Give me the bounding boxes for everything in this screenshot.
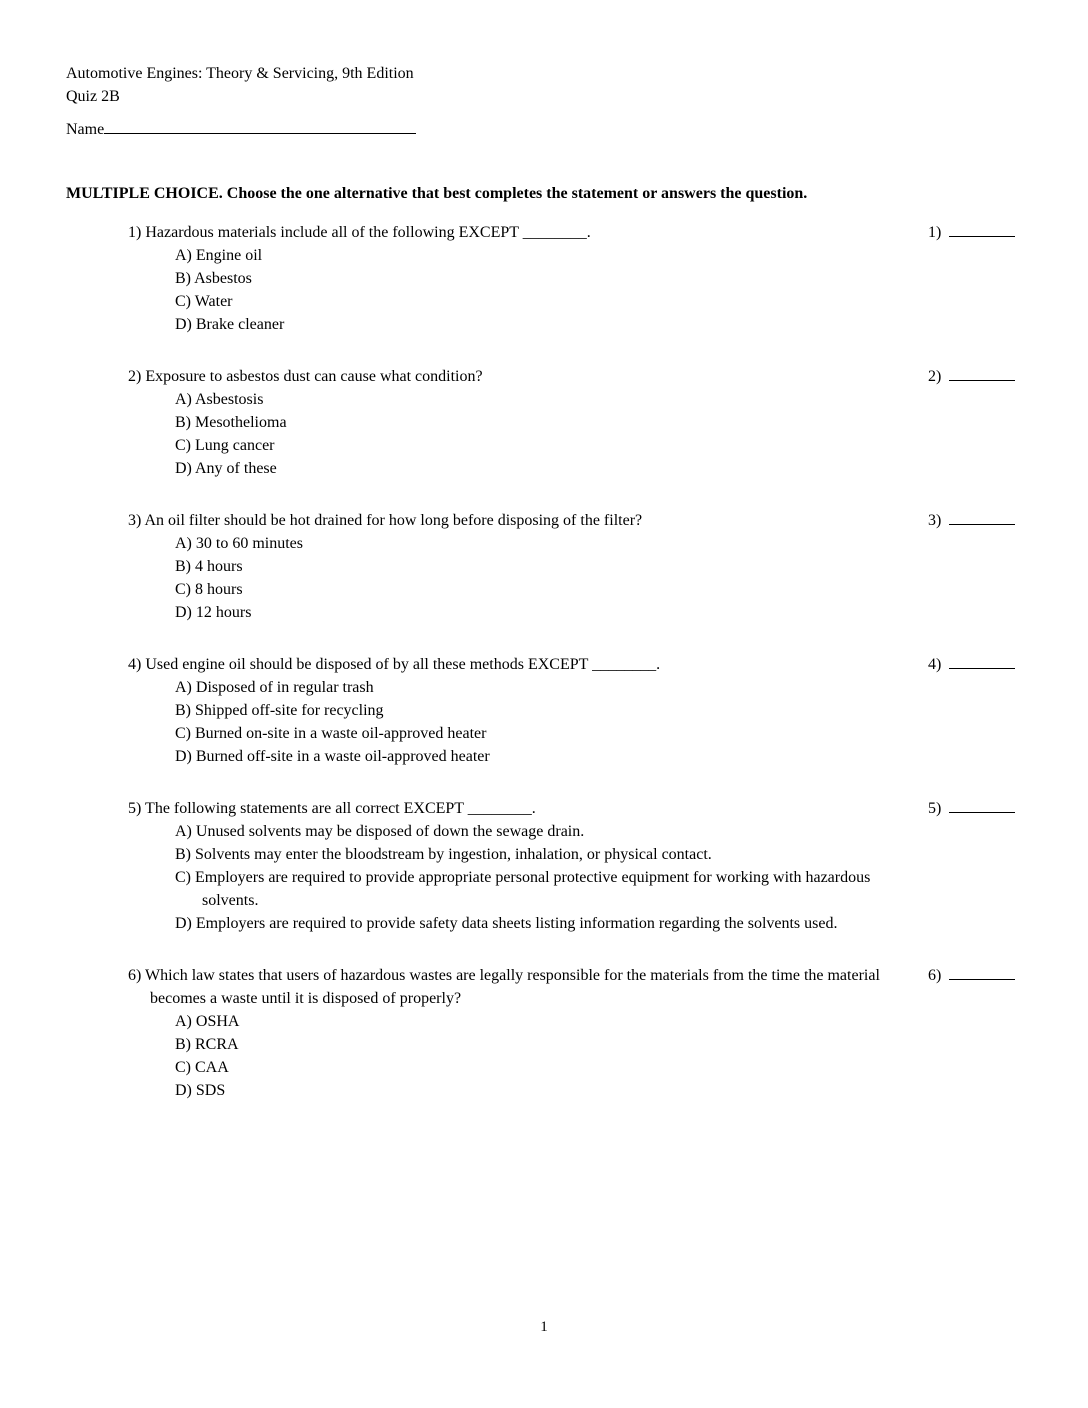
option-a: A) Asbestosis — [175, 391, 264, 408]
option-c: C) CAA — [175, 1059, 229, 1076]
options-list — [128, 820, 1028, 935]
answer-number: 1) — [928, 224, 942, 241]
option-c: C) Lung cancer — [175, 437, 275, 454]
answer-blank-line — [949, 966, 1015, 980]
book-title: Automotive Engines: Theory & Servicing, 9th Edition — [66, 65, 414, 82]
answer-blank — [928, 509, 1015, 532]
answer-blank-line — [949, 367, 1015, 381]
answer-number: 6) — [928, 967, 942, 984]
question-number: 6) — [128, 967, 142, 984]
answer-blank-line — [949, 223, 1015, 237]
quiz-title: Quiz 2B — [66, 88, 120, 105]
question-number: 5) — [128, 800, 142, 817]
option-a: A) Disposed of in regular trash — [175, 679, 374, 696]
option-d: D) Burned off-site in a waste oil-approved heater — [175, 748, 490, 765]
question-statement: The following statements are all correct EXCEPT ________. — [145, 800, 536, 817]
option-a: A) Engine oil — [175, 247, 263, 264]
option-b: B) Shipped off-site for recycling — [175, 702, 384, 719]
option-a: A) OSHA — [175, 1013, 240, 1030]
question-3 — [128, 509, 1028, 624]
option-a: A) Unused solvents may be disposed of down the sewage drain. — [175, 823, 585, 840]
question-6-row — [128, 964, 1028, 1010]
option-c: C) Employers are required to provide appropriate personal protective equipment for working with hazardous solvents. — [175, 869, 871, 909]
option-d: D) Employers are required to provide safety data sheets listing information regarding the solvents used. — [175, 915, 838, 932]
answer-blank-line — [949, 799, 1015, 813]
answer-number: 5) — [928, 800, 942, 817]
options-list — [128, 244, 1028, 336]
question-text — [128, 653, 920, 676]
option-b: B) Mesothelioma — [175, 414, 287, 431]
options-list — [128, 1010, 1028, 1102]
option-d: D) 12 hours — [175, 604, 252, 621]
question-4 — [128, 653, 1028, 768]
question-text — [128, 797, 920, 820]
question-number: 4) — [128, 656, 142, 673]
question-2-row — [128, 365, 1028, 388]
question-text — [128, 365, 920, 388]
question-2 — [128, 365, 1028, 480]
option-c: C) Burned on-site in a waste oil-approved heater — [175, 725, 487, 742]
question-4-row — [128, 653, 1028, 676]
option-d: D) Brake cleaner — [175, 316, 285, 333]
option-a: A) 30 to 60 minutes — [175, 535, 303, 552]
name-row — [66, 118, 1028, 141]
answer-blank — [928, 653, 1015, 676]
option-d: D) SDS — [175, 1082, 226, 1099]
questions-list — [128, 221, 1028, 1102]
option-b: B) Solvents may enter the bloodstream by ingestion, inhalation, or physical contact. — [175, 846, 712, 863]
question-text — [128, 221, 920, 244]
question-6 — [128, 964, 1028, 1102]
answer-blank-line — [949, 511, 1015, 525]
option-b: B) 4 hours — [175, 558, 243, 575]
option-c: C) 8 hours — [175, 581, 243, 598]
option-d: D) Any of these — [175, 460, 277, 477]
question-5 — [128, 797, 1028, 935]
question-text — [128, 964, 920, 1010]
name-blank-line — [104, 119, 416, 134]
question-number: 3) — [128, 512, 142, 529]
question-1-row — [128, 221, 1028, 244]
options-list — [128, 676, 1028, 768]
question-5-row — [128, 797, 1028, 820]
options-list — [128, 388, 1028, 480]
question-statement: Exposure to asbestos dust can cause what condition? — [145, 368, 483, 385]
question-statement: Used engine oil should be disposed of by all these methods EXCEPT ________. — [145, 656, 661, 673]
page-number: 1 — [540, 1319, 548, 1335]
question-1 — [128, 221, 1028, 336]
question-statement: An oil filter should be hot drained for how long before disposing of the filter? — [144, 512, 643, 529]
question-number: 2) — [128, 368, 142, 385]
answer-blank — [928, 221, 1015, 244]
answer-number: 2) — [928, 368, 942, 385]
question-number: 1) — [128, 224, 142, 241]
answer-blank — [928, 964, 1015, 987]
question-statement: Which law states that users of hazardous wastes are legally responsible for the materials from the time the material becomes a waste until it is disposed of properly? — [145, 967, 880, 1007]
answer-blank — [928, 365, 1015, 388]
answer-blank-line — [949, 655, 1015, 669]
answer-number: 4) — [928, 656, 942, 673]
option-b: B) Asbestos — [175, 270, 252, 287]
question-statement: Hazardous materials include all of the following EXCEPT ________. — [145, 224, 591, 241]
option-c: C) Water — [175, 293, 233, 310]
answer-blank — [928, 797, 1015, 820]
section-instructions: MULTIPLE CHOICE. Choose the one alternative that best completes the statement or answers the question. — [66, 185, 808, 202]
answer-number: 3) — [928, 512, 942, 529]
question-text — [128, 509, 920, 532]
option-b: B) RCRA — [175, 1036, 239, 1053]
name-label: Name — [66, 121, 105, 138]
question-3-row — [128, 509, 1028, 532]
options-list — [128, 532, 1028, 624]
